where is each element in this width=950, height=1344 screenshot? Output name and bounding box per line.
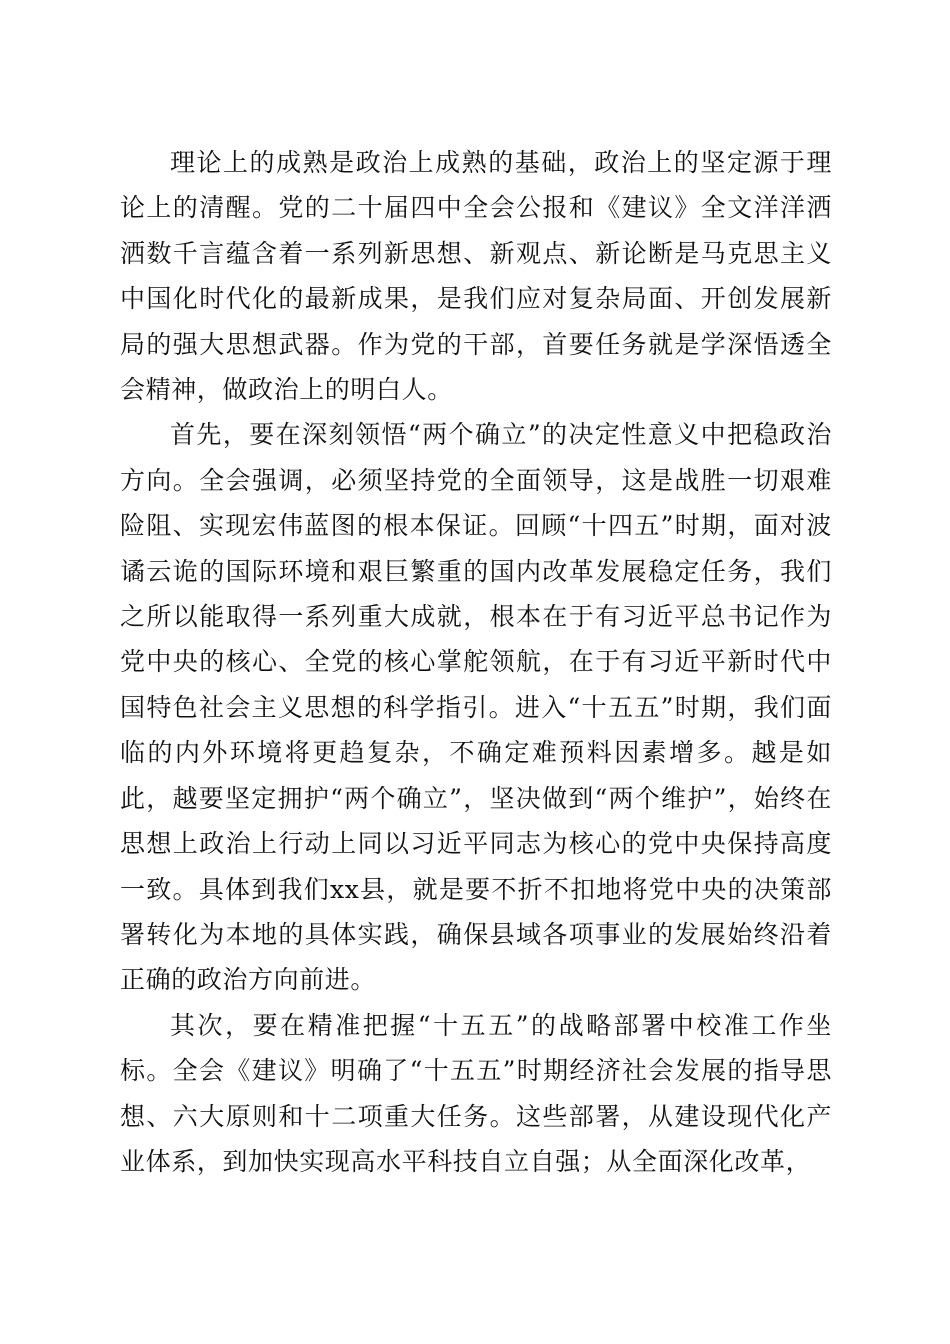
paragraph-theory-maturity: 理论上的成熟是政治上成熟的基础，政治上的坚定源于理论上的清醒。党的二十届四中全会公报和《建议》全文洋洋洒洒数千言蕴含着一系列新思想、新观点、新论断是马克思主义中国化时代化的最新成果，是我们应对复杂局面、开创发展新局的强大思想武器。作为党的干部，首要任务就是学深悟透全会精神，做政治上的明白人。 [120,148,832,405]
paragraph-second-strategic-deployment: 其次，要在精准把握“十五五”的战略部署中校准工作坐标。全会《建议》明确了“十五五”时期经济社会发展的指导思想、六大原则和十二项重大任务。这些部署，从建设现代化产业体系，到加快实现高水平科技自立自强；从全面深化改革， [120,1010,832,1176]
paragraph-first-political-direction: 首先，要在深刻领悟“两个确立”的决定性意义中把稳政治方向。全会强调，必须坚持党的全面领导，这是战胜一切艰难险阻、实现宏伟蓝图的根本保证。回顾“十四五”时期，面对波谲云诡的国际环境和艰巨繁重的国内改革发展稳定任务，我们之所以能取得一系列重大成就，根本在于有习近平总书记作为党中央的核心、全党的核心掌舵领航，在于有习近平新时代中国特色社会主义思想的科学指引。进入“十五五”时期，我们面临的内外环境将更趋复杂，不确定难预料因素增多。越是如此，越要坚定拥护“两个确立”，坚决做到“两个维护”，始终在思想上政治上行动上同以习近平同志为核心的党中央保持高度一致。具体到我们xx县，就是要不折不扣地将党中央的决策部署转化为本地的具体实践，确保县域各项事业的发展始终沿着正确的政治方向前进。 [120,420,832,995]
document-body [120,140,832,1184]
